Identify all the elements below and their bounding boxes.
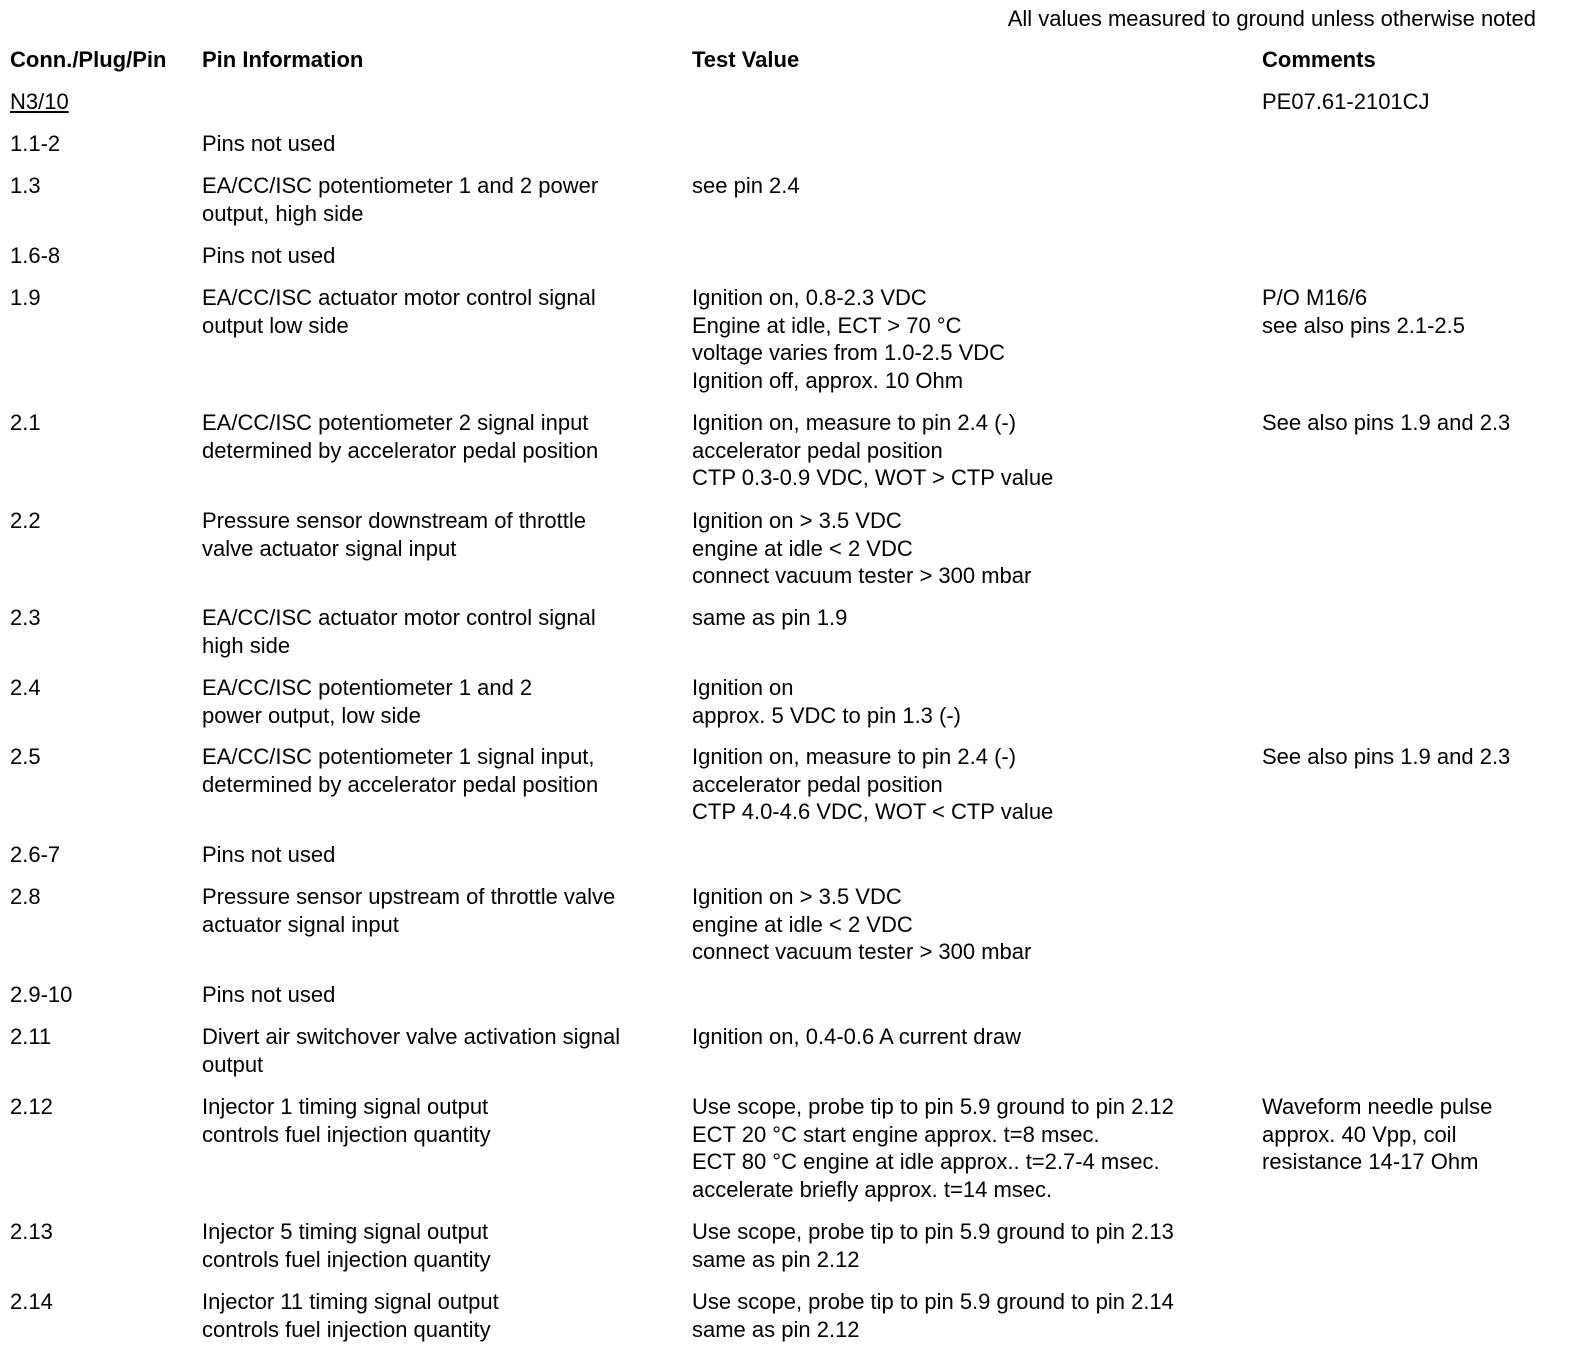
test-value (692, 743, 1252, 826)
pin-comment-line: Waveform needle pulse (1262, 1094, 1493, 1119)
pin-information-line: Pins not used (202, 243, 336, 268)
test-value (692, 604, 1252, 632)
pin-information-line: determined by accelerator pedal position (202, 437, 599, 463)
column-header-comments: Comments (1262, 47, 1376, 72)
test-value (692, 674, 1252, 729)
test-value-line: CTP 0.3-0.9 VDC, WOT > CTP value (692, 465, 1054, 490)
pin-number-text: 2.5 (10, 744, 41, 769)
pin-information-line: Pressure sensor upstream of throttle valve (202, 884, 616, 909)
test-value-line: Ignition on (692, 675, 794, 700)
pin-number-text: 2.6-7 (10, 842, 61, 867)
pin-information-line: EA/CC/ISC actuator motor control signal (202, 285, 596, 310)
pin-comment (1262, 743, 1572, 771)
pin-number-text: 2.4 (10, 675, 41, 700)
test-value-line: accelerator pedal position (692, 437, 943, 463)
pin-information-line: controls fuel injection quantity (202, 1316, 491, 1342)
pin-number (10, 1218, 195, 1246)
test-value-line: Ignition on > 3.5 VDC (692, 508, 902, 533)
pin-number (10, 284, 195, 312)
pin-information-line: power output, low side (202, 702, 421, 728)
pin-number (10, 242, 195, 270)
pin-information-line: Pins not used (202, 131, 336, 156)
test-value-line: same as pin 1.9 (692, 605, 848, 630)
column-header-connector: Conn./Plug/Pin (10, 47, 167, 72)
pin-number-text: 2.1 (10, 410, 41, 435)
pin-number-text: 1.3 (10, 173, 41, 198)
test-value (692, 1023, 1252, 1051)
test-value-line: accelerate briefly approx. t=14 msec. (692, 1176, 1053, 1202)
pin-number (10, 1288, 195, 1316)
test-value (692, 1288, 1252, 1343)
pin-information-line: Injector 1 timing signal output (202, 1094, 489, 1119)
pin-information-line: controls fuel injection quantity (202, 1246, 491, 1272)
pin-number (10, 674, 195, 702)
pin-number (10, 130, 195, 158)
pin-information-line: actuator signal input (202, 911, 399, 937)
test-value (692, 409, 1252, 492)
pin-number (10, 743, 195, 771)
test-value (692, 1218, 1252, 1273)
pin-information (202, 1288, 682, 1343)
pin-comment (1262, 1093, 1572, 1176)
pin-information-line: controls fuel injection quantity (202, 1121, 491, 1147)
test-value-line: Use scope, probe tip to pin 5.9 ground to pin 2.14 (692, 1289, 1174, 1314)
pin-number-text: 1.1-2 (10, 131, 61, 156)
test-value-line: ECT 80 °C engine at idle approx.. t=2.7-4 msec. (692, 1149, 1160, 1174)
pin-information-line: EA/CC/ISC potentiometer 1 signal input, (202, 744, 595, 769)
pin-number-text: 2.8 (10, 884, 41, 909)
test-value-line: Ignition on, 0.8-2.3 VDC (692, 285, 927, 310)
pin-information (202, 130, 682, 158)
pin-number-text: 2.11 (10, 1024, 52, 1049)
test-value-line: engine at idle < 2 VDC (692, 535, 913, 561)
pin-number-text: 2.12 (10, 1094, 53, 1119)
pin-number-text: 1.6-8 (10, 243, 61, 268)
test-value-line: same as pin 2.12 (692, 1316, 860, 1342)
connector-comment: PE07.61-2101CJ (1262, 89, 1430, 114)
test-value-line: Ignition on, measure to pin 2.4 (-) (692, 744, 1017, 769)
pin-comment-line: resistance 14-17 Ohm (1262, 1149, 1479, 1174)
pin-comment-line: P/O M16/6 (1262, 285, 1368, 310)
pin-number (10, 883, 195, 911)
pin-comment (1262, 284, 1572, 339)
pin-information-line: Pins not used (202, 982, 336, 1007)
pin-information (202, 1023, 682, 1078)
test-value-line: ECT 20 °C start engine approx. t=8 msec. (692, 1121, 1100, 1147)
pin-information-line: EA/CC/ISC actuator motor control signal (202, 605, 596, 630)
pin-information (202, 284, 682, 339)
column-header-pin-info: Pin Information (202, 47, 364, 72)
pin-number-text: 2.9-10 (10, 982, 73, 1007)
pin-information (202, 1093, 682, 1148)
pin-information (202, 674, 682, 729)
connector-id: N3/10 (10, 89, 69, 114)
pin-number (10, 409, 195, 437)
pin-information-line: Injector 11 timing signal output (202, 1289, 499, 1314)
pin-comment-line: approx. 40 Vpp, coil (1262, 1121, 1457, 1147)
pin-information-line: EA/CC/ISC potentiometer 1 and 2 power (202, 173, 599, 198)
pin-comment-line: See also pins 1.9 and 2.3 (1262, 744, 1511, 769)
pin-information-line: Injector 5 timing signal output (202, 1219, 489, 1244)
test-value-line: Use scope, probe tip to pin 5.9 ground to pin 2.13 (692, 1219, 1174, 1244)
test-value (692, 172, 1252, 200)
pin-information (202, 604, 682, 659)
test-value-line: Ignition on > 3.5 VDC (692, 884, 902, 909)
test-value-line: Ignition on, 0.4-0.6 A current draw (692, 1024, 1021, 1049)
measurement-note: All values measured to ground unless otherwise noted (1007, 6, 1536, 31)
pin-information (202, 242, 682, 270)
test-value (692, 284, 1252, 394)
pin-information-line: determined by accelerator pedal position (202, 771, 599, 797)
pin-number-text: 2.2 (10, 508, 41, 533)
test-value-line: Engine at idle, ECT > 70 °C (692, 312, 962, 338)
pin-information-line: valve actuator signal input (202, 535, 457, 561)
column-header-test-value: Test Value (692, 47, 800, 72)
test-value-line: same as pin 2.12 (692, 1246, 860, 1272)
pin-information (202, 1218, 682, 1273)
pin-number-text: 1.9 (10, 285, 41, 310)
test-value-line: voltage varies from 1.0-2.5 VDC (692, 340, 1006, 365)
pin-information-line: EA/CC/ISC potentiometer 1 and 2 (202, 675, 533, 700)
test-value-line: connect vacuum tester > 300 mbar (692, 563, 1032, 588)
pin-number (10, 1093, 195, 1121)
test-value (692, 1093, 1252, 1203)
test-value-line: Ignition off, approx. 10 Ohm (692, 367, 964, 393)
pin-information (202, 172, 682, 227)
pin-number (10, 841, 195, 869)
pin-information-line: EA/CC/ISC potentiometer 2 signal input (202, 410, 589, 435)
pin-number-text: 2.14 (10, 1289, 53, 1314)
test-value-line: CTP 4.0-4.6 VDC, WOT < CTP value (692, 799, 1054, 824)
pin-information-line: Pins not used (202, 842, 336, 867)
pin-information (202, 841, 682, 869)
pin-information (202, 743, 682, 798)
test-value (692, 507, 1252, 590)
pin-number (10, 981, 195, 1009)
pin-information-line: high side (202, 632, 291, 658)
test-value (692, 883, 1252, 966)
pin-number-text: 2.3 (10, 605, 41, 630)
pin-number (10, 172, 195, 200)
test-value-line: engine at idle < 2 VDC (692, 911, 913, 937)
pin-information (202, 507, 682, 562)
pin-information (202, 981, 682, 1009)
pin-number (10, 507, 195, 535)
pin-information (202, 409, 682, 464)
test-value-line: see pin 2.4 (692, 173, 800, 198)
pin-comment-line: See also pins 1.9 and 2.3 (1262, 410, 1511, 435)
pin-information-line: output (202, 1051, 264, 1077)
test-value-line: approx. 5 VDC to pin 1.3 (-) (692, 702, 962, 728)
test-value-line: Use scope, probe tip to pin 5.9 ground to pin 2.12 (692, 1094, 1174, 1119)
pin-information-line: Divert air switchover valve activation signal (202, 1024, 621, 1049)
pin-information-line: Pressure sensor downstream of throttle (202, 508, 586, 533)
test-value-line: Ignition on, measure to pin 2.4 (-) (692, 410, 1017, 435)
pin-information-line: output, high side (202, 200, 364, 226)
pin-number (10, 1023, 195, 1051)
pin-comment-line: see also pins 2.1-2.5 (1262, 312, 1466, 338)
test-value-line: connect vacuum tester > 300 mbar (692, 939, 1032, 964)
pin-number (10, 604, 195, 632)
pin-information-line: output low side (202, 312, 349, 338)
pin-comment (1262, 409, 1572, 437)
test-value-line: accelerator pedal position (692, 771, 943, 797)
pin-number-text: 2.13 (10, 1219, 53, 1244)
pin-information (202, 883, 682, 938)
